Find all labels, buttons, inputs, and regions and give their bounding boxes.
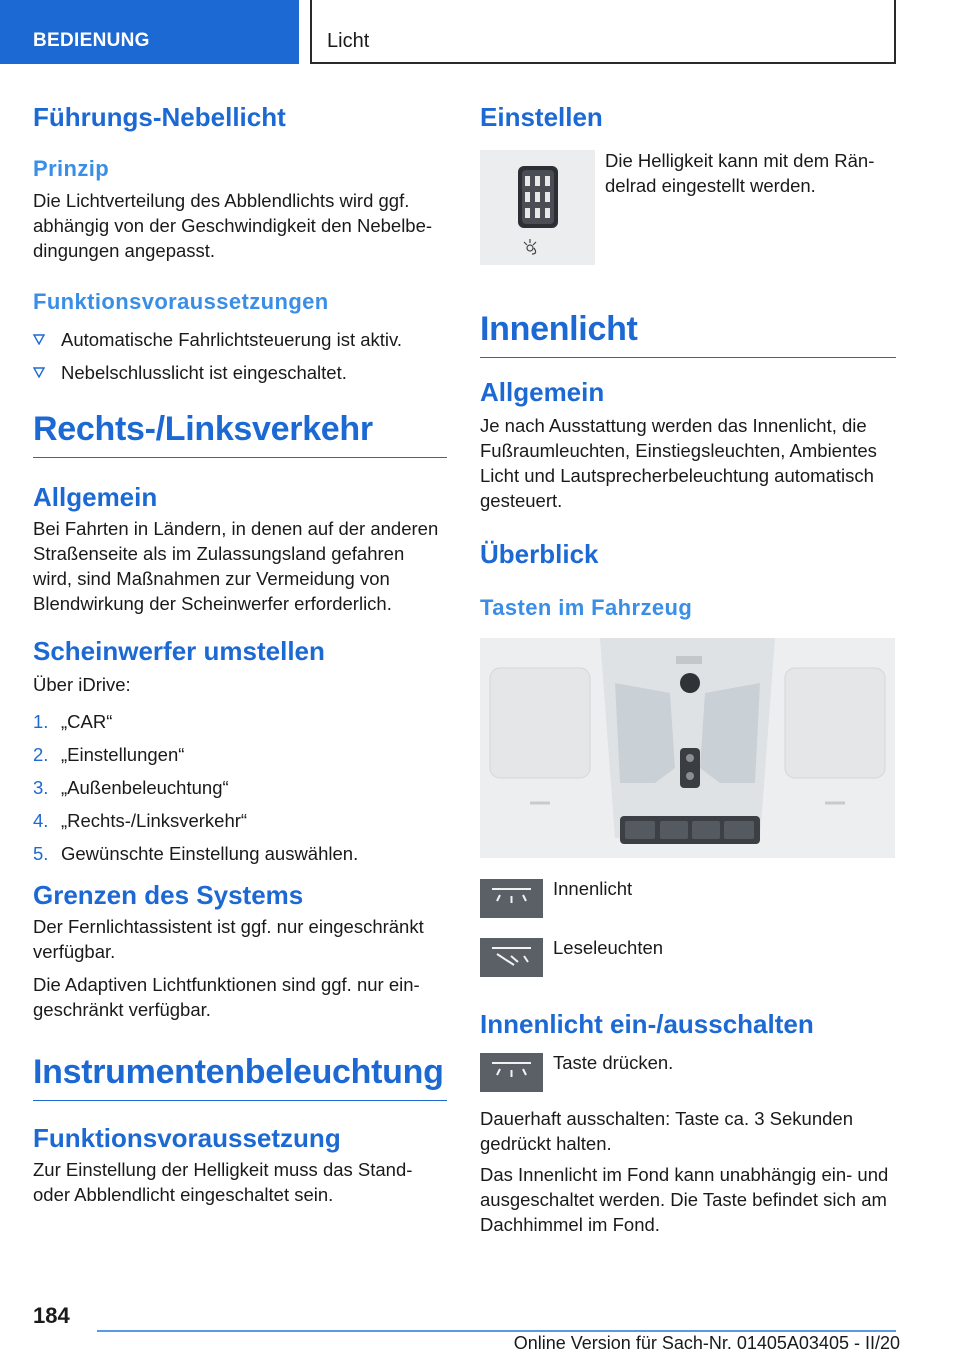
requirement-list: [33, 327, 447, 385]
steps-list: [33, 709, 447, 866]
step-number: 4.: [33, 810, 49, 831]
paragraph-funktionsvoraussetzung: Zur Einstellung der Helligkeit muss das Stand- oder Abblendlicht eingeschaltet sein.: [33, 1159, 413, 1205]
heading-allgemein: Allgemein: [33, 482, 158, 512]
right-column: [480, 100, 896, 1280]
list-item: [33, 709, 447, 734]
ceiling-console-image: [480, 638, 895, 858]
footer-version: Online Version für Sach-Nr. 01405A03405 - II/20: [513, 1333, 900, 1353]
list-item-text: Nebelschlusslicht ist eingeschaltet.: [61, 362, 347, 383]
label-innenlicht: Innenlicht: [553, 878, 633, 899]
heading-innenlicht-ein-aus: Innenlicht ein-/ausschalten: [480, 1009, 814, 1039]
reading-light-button-icon: [480, 938, 543, 977]
heading-allgemein-innenlicht: Allgemein: [480, 377, 605, 407]
heading-einstellen: Einstellen: [480, 102, 603, 132]
step-text: „CAR“: [61, 711, 113, 732]
paragraph-fond: Das Innenlicht im Fond kann unabhängig ein- und ausgeschaltet werden. Die Taste befindet sich am Dachhimmel im Fond.: [480, 1164, 889, 1235]
step-text: „Einstellungen“: [61, 744, 185, 765]
list-item: [33, 808, 447, 833]
list-item: [33, 360, 447, 385]
chapter-title: Licht: [310, 0, 896, 64]
paragraph-idrive: Über iDrive:: [33, 674, 131, 695]
thumbwheel-image: [480, 150, 595, 265]
paragraph-allgemein-innenlicht: Je nach Ausstattung werden das Innenlicht, die Fußraumleuchten, Einstiegsleuchten, Ambientes Licht und Lautsprecherbeleuchtung automatisch gesteuert.: [480, 415, 877, 511]
paragraph-prinzip: Die Lichtverteilung des Abblendlichts wird ggf. abhängig von der Geschwindigkeit den Nebelbedingungen angepasst.: [33, 190, 433, 261]
paragraph-einstellen: Die Helligkeit kann mit dem Rändelrad eingestellt werden.: [605, 150, 875, 196]
heading-funktionsvoraussetzung: Funktionsvoraussetzung: [33, 1123, 341, 1153]
section-tab[interactable]: BEDIENUNG: [0, 0, 299, 64]
paragraph-dauerhaft: Dauerhaft ausschalten: Taste ca. 3 Sekunden gedrückt halten.: [480, 1108, 853, 1154]
triangle-bullet-icon: [33, 367, 45, 378]
heading-innenlicht: Innenlicht: [480, 307, 896, 358]
heading-rechts-linksverkehr: Rechts-/Linksverkehr: [33, 407, 447, 458]
heading-grenzen-des-systems: Grenzen des Systems: [33, 880, 304, 910]
list-item-text: Automatische Fahrlichtsteuerung ist aktiv.: [61, 329, 403, 350]
list-item: [33, 742, 447, 767]
label-leseleuchten: Leseleuchten: [553, 937, 664, 958]
paragraph-grenzen-1: Der Fernlichtassistent ist ggf. nur eingeschränkt verfügbar.: [33, 916, 424, 962]
list-item: [33, 841, 447, 866]
list-item: [33, 327, 447, 352]
step-text: „Rechts-/Linksverkehr“: [61, 810, 248, 831]
interior-light-button-icon: [480, 1053, 543, 1092]
interior-light-button-icon: [480, 879, 543, 918]
heading-fuehrungs-nebellicht: Führungs-Nebellicht: [33, 102, 286, 132]
list-item: [33, 775, 447, 800]
page-number: 184: [33, 1303, 70, 1328]
heading-prinzip: Prinzip: [33, 156, 110, 181]
heading-funktionsvoraussetzungen: Funktionsvoraussetzungen: [33, 289, 329, 314]
footer-divider: [97, 1330, 896, 1332]
step-number: 1.: [33, 711, 49, 732]
heading-tasten-im-fahrzeug: Tasten im Fahrzeug: [480, 595, 693, 620]
paragraph-allgemein: Bei Fahrten in Ländern, in denen auf der anderen Straßenseite als im Zulassungsland gefahren wird, sind Maßnahmen zur Vermeidung von Blendwirkung der Scheinwerfer erforderlich.: [33, 518, 439, 614]
step-number: 3.: [33, 777, 49, 798]
step-text: „Außenbeleuchtung“: [61, 777, 229, 798]
paragraph-taste-druecken: Taste drücken.: [553, 1052, 674, 1073]
heading-ueberblick: Überblick: [480, 539, 599, 569]
paragraph-grenzen-2: Die Adaptiven Lichtfunktionen sind ggf. nur eingeschränkt verfügbar.: [33, 974, 420, 1020]
triangle-bullet-icon: [33, 334, 45, 345]
step-text: Gewünschte Einstellung auswählen.: [61, 843, 359, 864]
left-column: [33, 100, 447, 1207]
heading-instrumentenbeleuchtung: Instrumentenbeleuchtung: [33, 1050, 447, 1101]
step-number: 5.: [33, 843, 49, 864]
step-number: 2.: [33, 744, 49, 765]
heading-scheinwerfer-umstellen: Scheinwerfer umstellen: [33, 636, 325, 666]
